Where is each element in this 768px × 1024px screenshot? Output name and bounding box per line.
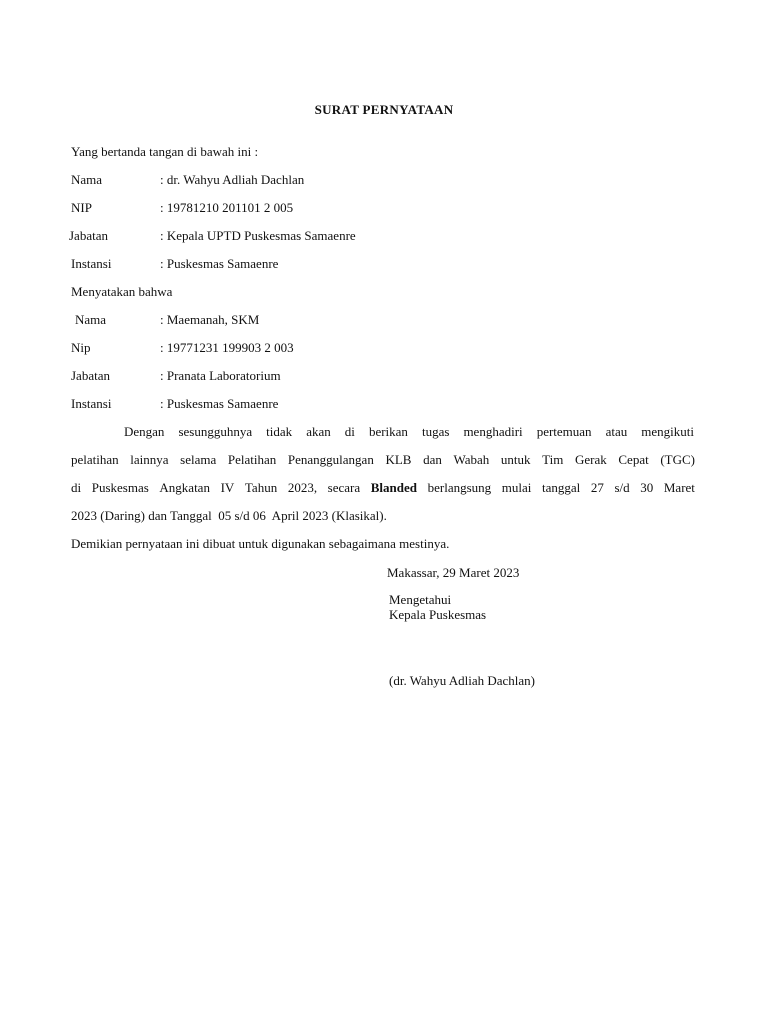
paragraph-word: IV xyxy=(220,480,235,495)
paragraph-line-2 xyxy=(71,452,695,468)
closing-text: Demikian pernyataan ini dibuat untuk digunakan sebagaimana mestinya. xyxy=(71,536,450,551)
paragraph-word: Dengan xyxy=(124,424,165,439)
paragraph-word: dan xyxy=(423,452,442,467)
paragraph-word: (TGC) xyxy=(660,452,695,467)
signer-full-name: (dr. Wahyu Adliah Dachlan) xyxy=(389,673,536,688)
signer-nip-label: NIP xyxy=(71,200,92,215)
paragraph-word: Tim xyxy=(542,452,564,467)
paragraph-word: Puskesmas xyxy=(91,480,149,495)
paragraph-word: di xyxy=(344,424,355,439)
paragraph-word: 30 xyxy=(640,480,654,495)
intro-text: Yang bertanda tangan di bawah ini : xyxy=(71,144,259,159)
document-title: SURAT PERNYATAAN xyxy=(314,102,454,117)
paragraph-word: 27 xyxy=(590,480,604,495)
paragraph-line-4: 2023 (Daring) dan Tanggal 05 s/d 06 April 2023 (Klasikal). xyxy=(71,508,387,523)
paragraph-line-1 xyxy=(124,424,694,440)
paragraph-word: 2023, xyxy=(287,480,318,495)
paragraph-word: menghadiri xyxy=(463,424,523,439)
paragraph-word: pertemuan xyxy=(536,424,592,439)
subject-position-label: Jabatan xyxy=(71,368,110,383)
signer-position-label: Jabatan xyxy=(69,228,108,243)
paragraph-word: atau xyxy=(605,424,628,439)
paragraph-line-3 xyxy=(71,480,695,496)
signer-institution-label: Instansi xyxy=(71,256,112,271)
signer-position-value: : Kepala UPTD Puskesmas Samaenre xyxy=(160,228,356,243)
paragraph-word: selama xyxy=(180,452,217,467)
signer-institution-value: : Puskesmas Samaenre xyxy=(160,256,279,271)
subject-name-value: : Maemanah, SKM xyxy=(160,312,260,327)
paragraph-word: Wabah xyxy=(453,452,490,467)
subject-name-label: Nama xyxy=(75,312,107,327)
paragraph-word: di xyxy=(71,480,82,495)
signer-name-label: Nama xyxy=(71,172,103,187)
signer-name-value: : dr. Wahyu Adliah Dachlan xyxy=(160,172,305,187)
paragraph-word: secara xyxy=(327,480,361,495)
paragraph-word: mengikuti xyxy=(641,424,694,439)
paragraph-word: lainnya xyxy=(130,452,169,467)
paragraph-word: tanggal xyxy=(541,480,581,495)
paragraph-word: Maret xyxy=(663,480,695,495)
signer-nip-value: : 19781210 201101 2 005 xyxy=(160,200,294,215)
paragraph-word: pelatihan xyxy=(71,452,119,467)
paragraph-word: tugas xyxy=(421,424,450,439)
paragraph-word: mulai xyxy=(501,480,532,495)
paragraph-word: Angkatan xyxy=(159,480,210,495)
paragraph-word: sesungguhnya xyxy=(178,424,253,439)
paragraph-word: s/d xyxy=(614,480,630,495)
paragraph-word: tidak xyxy=(266,424,293,439)
paragraph-word: untuk xyxy=(500,452,531,467)
paragraph-word: Blanded xyxy=(370,480,417,495)
subject-nip-value: : 19771231 199903 2 003 xyxy=(160,340,294,355)
paragraph-word: Gerak xyxy=(574,452,607,467)
acknowledged-label: Mengetahui xyxy=(389,592,452,607)
paragraph-word: Pelatihan xyxy=(227,452,277,467)
place-date: Makassar, 29 Maret 2023 xyxy=(387,565,520,580)
paragraph-word: berlangsung xyxy=(427,480,492,495)
paragraph-word: Cepat xyxy=(618,452,649,467)
states-heading: Menyatakan bahwa xyxy=(71,284,173,299)
paragraph-word: Penanggulangan xyxy=(287,452,374,467)
signer-position-title: Kepala Puskesmas xyxy=(389,607,487,622)
paragraph-word: akan xyxy=(306,424,331,439)
subject-position-value: : Pranata Laboratorium xyxy=(160,368,281,383)
subject-nip-label: Nip xyxy=(71,340,91,355)
subject-institution-value: : Puskesmas Samaenre xyxy=(160,396,279,411)
subject-institution-label: Instansi xyxy=(71,396,112,411)
paragraph-word: berikan xyxy=(368,424,408,439)
paragraph-word: Tahun xyxy=(244,480,278,495)
paragraph-word: KLB xyxy=(385,452,412,467)
